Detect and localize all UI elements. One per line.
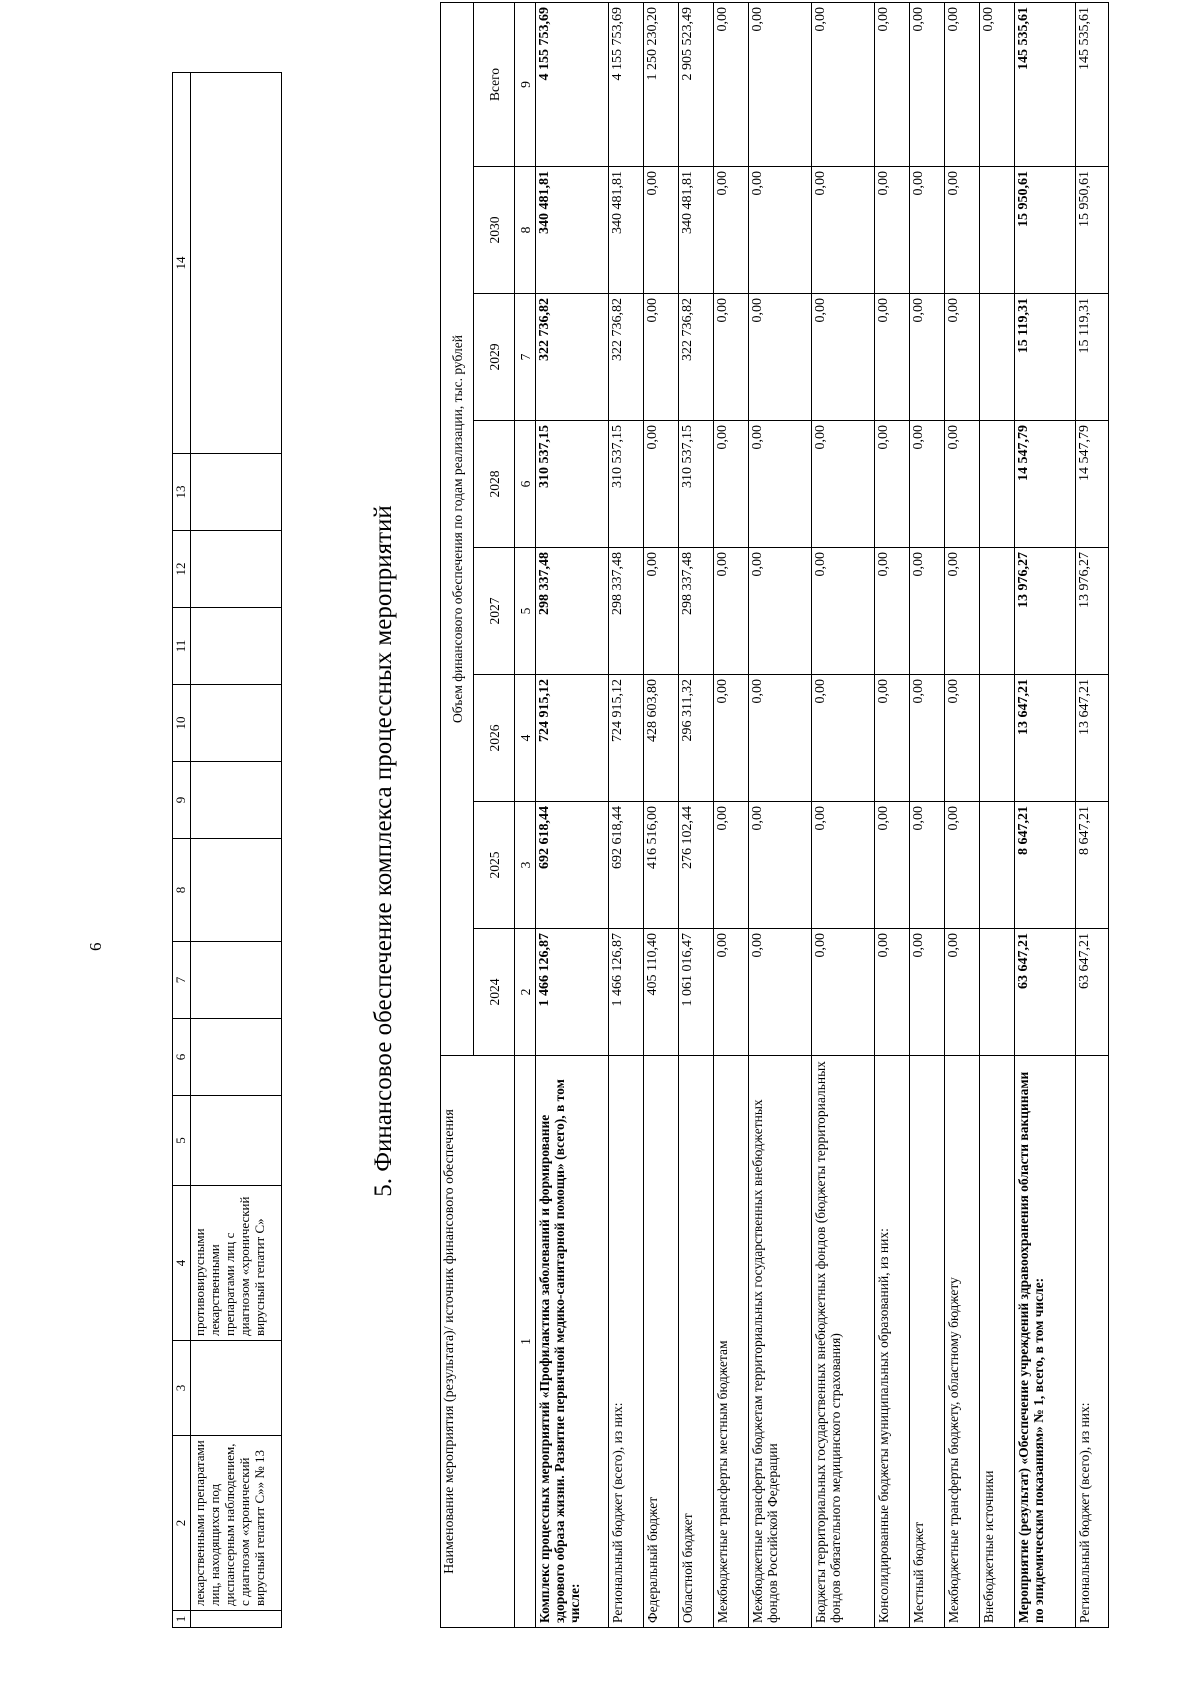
row-name: Областной бюджет	[679, 1056, 714, 1628]
row-value	[980, 548, 1015, 675]
table-cell	[191, 1096, 282, 1186]
table-row	[875, 2, 910, 1627]
row-value: 0,00	[812, 802, 875, 929]
table-row	[191, 73, 282, 1628]
row-name: Внебюджетные источники	[980, 1056, 1015, 1628]
row-value: 724 915,12	[609, 675, 644, 802]
row-value: 298 337,48	[536, 548, 609, 675]
table-cell	[191, 1019, 282, 1096]
col-number: 1	[515, 1056, 536, 1628]
column-number-row	[173, 73, 191, 1628]
row-value: 14 547,79	[1076, 421, 1109, 548]
row-value: 8 647,21	[1015, 802, 1076, 929]
col-num: 3	[173, 1341, 191, 1436]
row-value	[980, 294, 1015, 421]
table-cell	[191, 454, 282, 531]
year-header: 2024	[474, 929, 515, 1056]
row-value: 0,00	[875, 675, 910, 802]
row-value: 0,00	[714, 675, 749, 802]
row-value	[980, 167, 1015, 294]
row-value: 15 119,31	[1076, 294, 1109, 421]
row-value: 322 736,82	[679, 294, 714, 421]
row-value: 298 337,48	[679, 548, 714, 675]
row-value: 1 466 126,87	[536, 929, 609, 1056]
row-value: 0,00	[910, 294, 945, 421]
column-number-row	[515, 2, 536, 1627]
row-value: 310 537,15	[536, 421, 609, 548]
col-number: 4	[515, 675, 536, 802]
row-value: 0,00	[812, 548, 875, 675]
header-name: Наименование мероприятия (результата)/ источник финансового обеспечения	[441, 1056, 515, 1628]
table-row	[714, 2, 749, 1627]
row-value: 145 535,61	[1015, 2, 1076, 166]
row-value: 296 311,32	[679, 675, 714, 802]
row-value: 0,00	[714, 294, 749, 421]
row-value: 0,00	[910, 2, 945, 166]
col-num: 14	[173, 73, 191, 454]
row-value: 63 647,21	[1015, 929, 1076, 1056]
col-num: 12	[173, 531, 191, 608]
col-num: 5	[173, 1096, 191, 1186]
table-cell	[191, 762, 282, 839]
row-value: 0,00	[644, 421, 679, 548]
row-value: 692 618,44	[609, 802, 644, 929]
row-value: 724 915,12	[536, 675, 609, 802]
row-value: 0,00	[910, 548, 945, 675]
row-value: 1 061 016,47	[679, 929, 714, 1056]
year-header: 2030	[474, 167, 515, 294]
row-value: 0,00	[749, 675, 812, 802]
row-value	[980, 675, 1015, 802]
row-value: 0,00	[714, 548, 749, 675]
row-value	[980, 929, 1015, 1056]
row-value: 4 155 753,69	[536, 2, 609, 166]
row-value: 1 466 126,87	[609, 929, 644, 1056]
row-value: 0,00	[910, 802, 945, 929]
row-value: 0,00	[749, 167, 812, 294]
row-value: 0,00	[945, 802, 980, 929]
row-value: 298 337,48	[609, 548, 644, 675]
table-row	[812, 2, 875, 1627]
row-value: 0,00	[945, 548, 980, 675]
row-name: Комплекс процессных мероприятий «Профилактика заболеваний и формирование здорового образа жизни. Развитие первичной медико-санитарной помощи» (всего), в том числе:	[536, 1056, 609, 1628]
row-name: Бюджеты территориальных государственных внебюджетных фондов (бюджеты территориальных фондов обязательного медицинского страхования)	[812, 1056, 875, 1628]
row-value: 0,00	[812, 675, 875, 802]
row-value: 4 155 753,69	[609, 2, 644, 166]
row-value: 15 119,31	[1015, 294, 1076, 421]
table-row	[536, 2, 609, 1627]
header-volume: Объем финансового обеспечения по годам реализации, тыс. рублей	[441, 2, 474, 1055]
table-cell	[191, 1341, 282, 1436]
col-num: 4	[173, 1186, 191, 1341]
row-value: 0,00	[875, 167, 910, 294]
year-header: 2028	[474, 421, 515, 548]
row-value: 0,00	[875, 421, 910, 548]
table-row	[749, 2, 812, 1627]
row-name: Консолидированные бюджеты муниципальных образований, из них:	[875, 1056, 910, 1628]
col-number: 3	[515, 802, 536, 929]
row-value: 0,00	[749, 548, 812, 675]
row-name: Федеральный бюджет	[644, 1056, 679, 1628]
row-value: 310 537,15	[609, 421, 644, 548]
row-value: 15 950,61	[1076, 167, 1109, 294]
row-value: 0,00	[945, 675, 980, 802]
row-name: Мероприятие (результат) «Обеспечение учреждений здравоохранения области вакцинами по эпидемическим показаниям» № 1, всего, в том числе:	[1015, 1056, 1076, 1628]
year-header: 2029	[474, 294, 515, 421]
page-number: 6	[86, 942, 105, 951]
col-num: 1	[173, 1611, 191, 1628]
row-value: 0,00	[812, 294, 875, 421]
col-number: 6	[515, 421, 536, 548]
section-title: 5. Финансовое обеспечение комплекса процессных мероприятий	[370, 505, 397, 1197]
row-value: 0,00	[749, 2, 812, 166]
table-row	[1015, 2, 1076, 1627]
row-value: 0,00	[812, 421, 875, 548]
table-cell	[191, 608, 282, 685]
table-cell	[191, 73, 282, 454]
row-value: 0,00	[910, 167, 945, 294]
row-value: 340 481,81	[609, 167, 644, 294]
table-row	[609, 2, 644, 1627]
row-name: Межбюджетные трансферты бюджетам территориальных государственных внебюджетных фондов Российской Федерации	[749, 1056, 812, 1628]
row-value: 8 647,21	[1076, 802, 1109, 929]
col-number: 5	[515, 548, 536, 675]
year-header: 2025	[474, 802, 515, 929]
row-value: 322 736,82	[609, 294, 644, 421]
table-row	[910, 2, 945, 1627]
table-cell: лекарственными препаратами лиц, находящихся под диспансерным наблюдением, с диагнозом «хронический вирусный гепатит С»» № 13	[191, 1436, 282, 1611]
row-value: 0,00	[714, 167, 749, 294]
table-row	[679, 2, 714, 1627]
row-value: 0,00	[980, 2, 1015, 166]
row-value: 405 110,40	[644, 929, 679, 1056]
row-value: 145 535,61	[1076, 2, 1109, 166]
year-header: Всего	[474, 2, 515, 166]
row-value: 340 481,81	[679, 167, 714, 294]
row-value: 0,00	[812, 2, 875, 166]
row-name: Региональный бюджет (всего), из них:	[609, 1056, 644, 1628]
row-value: 428 603,80	[644, 675, 679, 802]
col-num: 10	[173, 685, 191, 762]
table-cell: противовирусными лекарственными препаратами лиц с диагнозом «хронический вирусный гепатит С»	[191, 1186, 282, 1341]
col-num: 13	[173, 454, 191, 531]
row-value: 13 647,21	[1076, 675, 1109, 802]
row-value: 322 736,82	[536, 294, 609, 421]
row-value: 416 516,00	[644, 802, 679, 929]
row-value: 15 950,61	[1015, 167, 1076, 294]
header-row	[441, 2, 474, 1627]
row-value: 0,00	[812, 167, 875, 294]
col-num: 2	[173, 1436, 191, 1611]
table-cell	[191, 839, 282, 942]
table-row	[1076, 2, 1109, 1627]
row-value: 13 976,27	[1076, 548, 1109, 675]
row-value: 0,00	[812, 929, 875, 1056]
row-value: 0,00	[910, 421, 945, 548]
col-number: 9	[515, 2, 536, 166]
row-value: 14 547,79	[1015, 421, 1076, 548]
row-value: 0,00	[945, 421, 980, 548]
row-value: 0,00	[714, 2, 749, 166]
row-value: 0,00	[945, 167, 980, 294]
row-value: 0,00	[644, 167, 679, 294]
table-row	[980, 2, 1015, 1627]
row-value: 0,00	[644, 294, 679, 421]
col-num: 8	[173, 839, 191, 942]
row-value: 0,00	[875, 2, 910, 166]
row-value: 63 647,21	[1076, 929, 1109, 1056]
table-row	[644, 2, 679, 1627]
row-value: 0,00	[749, 294, 812, 421]
table-row	[945, 2, 980, 1627]
row-name: Местный бюджет	[910, 1056, 945, 1628]
continued-table	[172, 72, 282, 1628]
row-value: 0,00	[749, 421, 812, 548]
row-value: 0,00	[644, 548, 679, 675]
row-value: 13 647,21	[1015, 675, 1076, 802]
row-value: 0,00	[945, 929, 980, 1056]
table-cell	[191, 685, 282, 762]
row-name: Региональный бюджет (всего), из них:	[1076, 1056, 1109, 1628]
row-value: 310 537,15	[679, 421, 714, 548]
row-value: 0,00	[714, 421, 749, 548]
table-cell	[191, 1611, 282, 1628]
row-value: 2 905 523,49	[679, 2, 714, 166]
row-name: Межбюджетные трансферты бюджету, областному бюджету	[945, 1056, 980, 1628]
row-value: 692 618,44	[536, 802, 609, 929]
row-value: 0,00	[749, 802, 812, 929]
row-value: 0,00	[875, 929, 910, 1056]
col-number: 2	[515, 929, 536, 1056]
row-value: 0,00	[875, 294, 910, 421]
col-num: 9	[173, 762, 191, 839]
row-name: Межбюджетные трансферты местным бюджетам	[714, 1056, 749, 1628]
year-header: 2027	[474, 548, 515, 675]
row-value	[980, 802, 1015, 929]
row-value: 0,00	[714, 929, 749, 1056]
row-value: 276 102,44	[679, 802, 714, 929]
row-value: 1 250 230,20	[644, 2, 679, 166]
row-value: 0,00	[714, 802, 749, 929]
col-num: 6	[173, 1019, 191, 1096]
table-cell	[191, 942, 282, 1019]
row-value: 0,00	[749, 929, 812, 1056]
col-num: 7	[173, 942, 191, 1019]
year-header: 2026	[474, 675, 515, 802]
col-number: 8	[515, 167, 536, 294]
col-number: 7	[515, 294, 536, 421]
row-value: 0,00	[875, 548, 910, 675]
financing-table	[440, 2, 1109, 1628]
row-value: 0,00	[910, 929, 945, 1056]
col-num: 11	[173, 608, 191, 685]
row-value: 340 481,81	[536, 167, 609, 294]
row-value: 0,00	[910, 675, 945, 802]
row-value: 0,00	[875, 802, 910, 929]
row-value: 0,00	[945, 294, 980, 421]
table-cell	[191, 531, 282, 608]
row-value: 0,00	[945, 2, 980, 166]
row-value: 13 976,27	[1015, 548, 1076, 675]
row-value	[980, 421, 1015, 548]
